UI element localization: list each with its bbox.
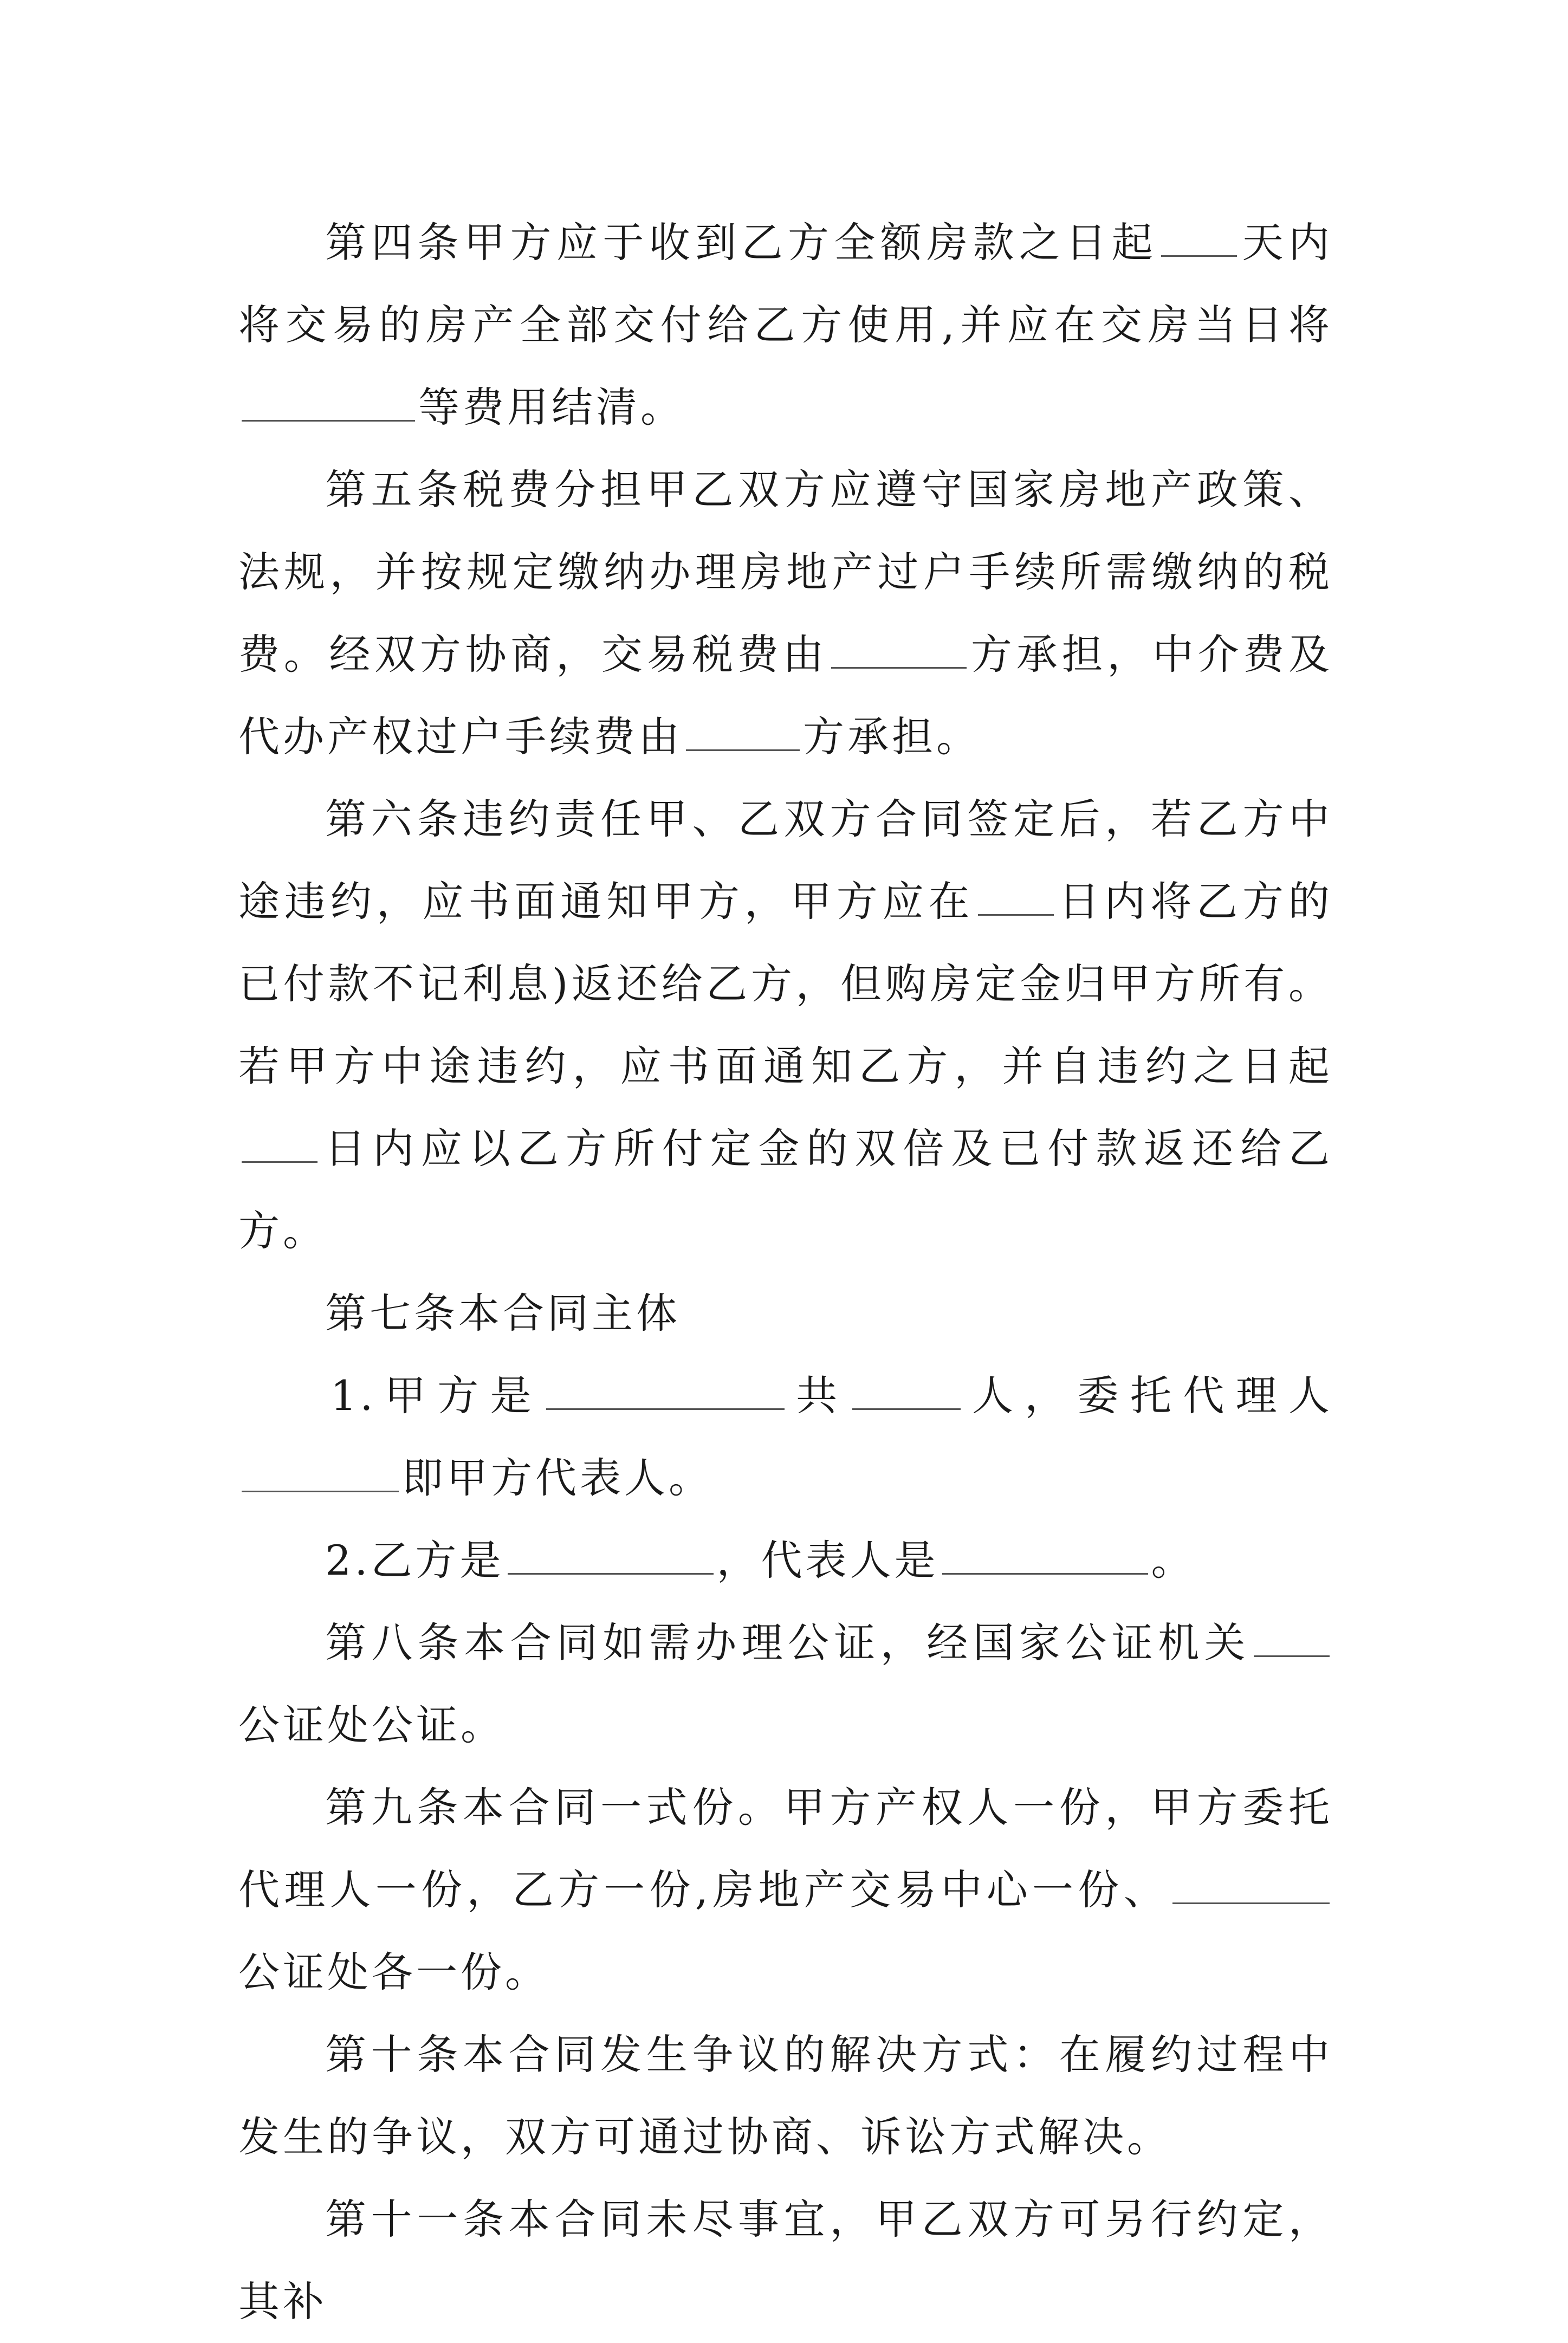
blank-fees (242, 386, 415, 422)
blank-seller-refund-days (242, 1128, 318, 1163)
article-4 (238, 202, 1333, 449)
article-11-text: 第十一条本合同未尽事宜，甲乙双方可另行约定，其补 (238, 2195, 1333, 2326)
article-8-text-a: 第八条本合同如需办理公证，经国家公证机关 (325, 1619, 1250, 1667)
article-6 (238, 778, 1333, 1272)
article-9-text-b: 公证处各一份。 (238, 1948, 549, 1996)
item-1-text-a: 1.甲方是 (331, 1371, 543, 1420)
article-6-text-a: 第六条违约责任甲、乙双方合同签定后，若乙方中途违约，应书面通知甲方，甲方应在 (238, 795, 1333, 925)
article-5 (238, 449, 1333, 778)
blank-notary-office (1172, 1869, 1330, 1904)
article-7-title (238, 1272, 1333, 1355)
article-5-text-c: 方承担。 (803, 713, 981, 761)
article-8-text-b: 公证处公证。 (238, 1701, 505, 1749)
blank-agent (242, 1457, 399, 1492)
article-10-text: 第十条本合同发生争议的解决方式：在履约过程中发生的争议，双方可通过协商、诉讼方式解决。 (238, 2030, 1333, 2161)
article-4-text-b: 天内将交易的房产全部交付给乙方使用,并应在交房当日将 (238, 218, 1333, 349)
blank-agency-fee-payer (686, 716, 800, 751)
article-9-text-a: 第九条本合同一式份。甲方产权人一份，甲方委托代理人一份，乙方一份,房地产交易中心一份、 (238, 1783, 1333, 1914)
blank-representative (942, 1539, 1148, 1575)
item-1-text-b: 共 (787, 1371, 849, 1420)
article-10 (238, 2014, 1333, 2178)
item-2-text-a: 2.乙方是 (325, 1536, 504, 1584)
article-7-item-2 (238, 1519, 1333, 1602)
item-2-text-b: ，代表人是 (716, 1536, 939, 1584)
article-5-text-b: 方承担，中介费及代办产权过户手续费由 (238, 630, 1333, 761)
article-9 (238, 1766, 1333, 2014)
item-2-text-c: 。 (1151, 1536, 1196, 1584)
article-6-text-c: 日内应以乙方所付定金的双倍及已付款返还给乙方。 (238, 1124, 1333, 1255)
article-6-text-b: 日内将乙方的已付款不记利息)返还给乙方，但购房定金归甲方所有。若甲方中途违约，应书面通知乙方，并自违约之日起 (238, 877, 1333, 1090)
article-8 (238, 1602, 1333, 1766)
article-4-text-c: 等费用结清。 (418, 383, 685, 431)
article-7-title-text: 第七条本合同主体 (325, 1289, 681, 1337)
blank-notary (1254, 1622, 1330, 1657)
blank-party-b (508, 1539, 714, 1575)
blank-refund-days (978, 881, 1054, 916)
blank-days-handover (1161, 222, 1237, 257)
contract-body (238, 202, 1333, 2343)
blank-party-a (546, 1375, 785, 1410)
article-11 (238, 2178, 1333, 2343)
article-7-item-1 (238, 1355, 1333, 1519)
blank-party-a-count (852, 1375, 961, 1410)
item-1-text-d: 即甲方代表人。 (402, 1454, 713, 1502)
blank-tax-payer (831, 633, 967, 669)
article-4-text-a: 第四条甲方应于收到乙方全额房款之日起 (325, 218, 1158, 267)
article-5-text-a: 第五条税费分担甲乙双方应遵守国家房地产政策、法规，并按规定缴纳办理房地产过户手续所需缴纳的税费。经双方协商，交易税费由 (238, 465, 1333, 678)
item-1-text-c: 人，委托代理人 (963, 1371, 1333, 1420)
